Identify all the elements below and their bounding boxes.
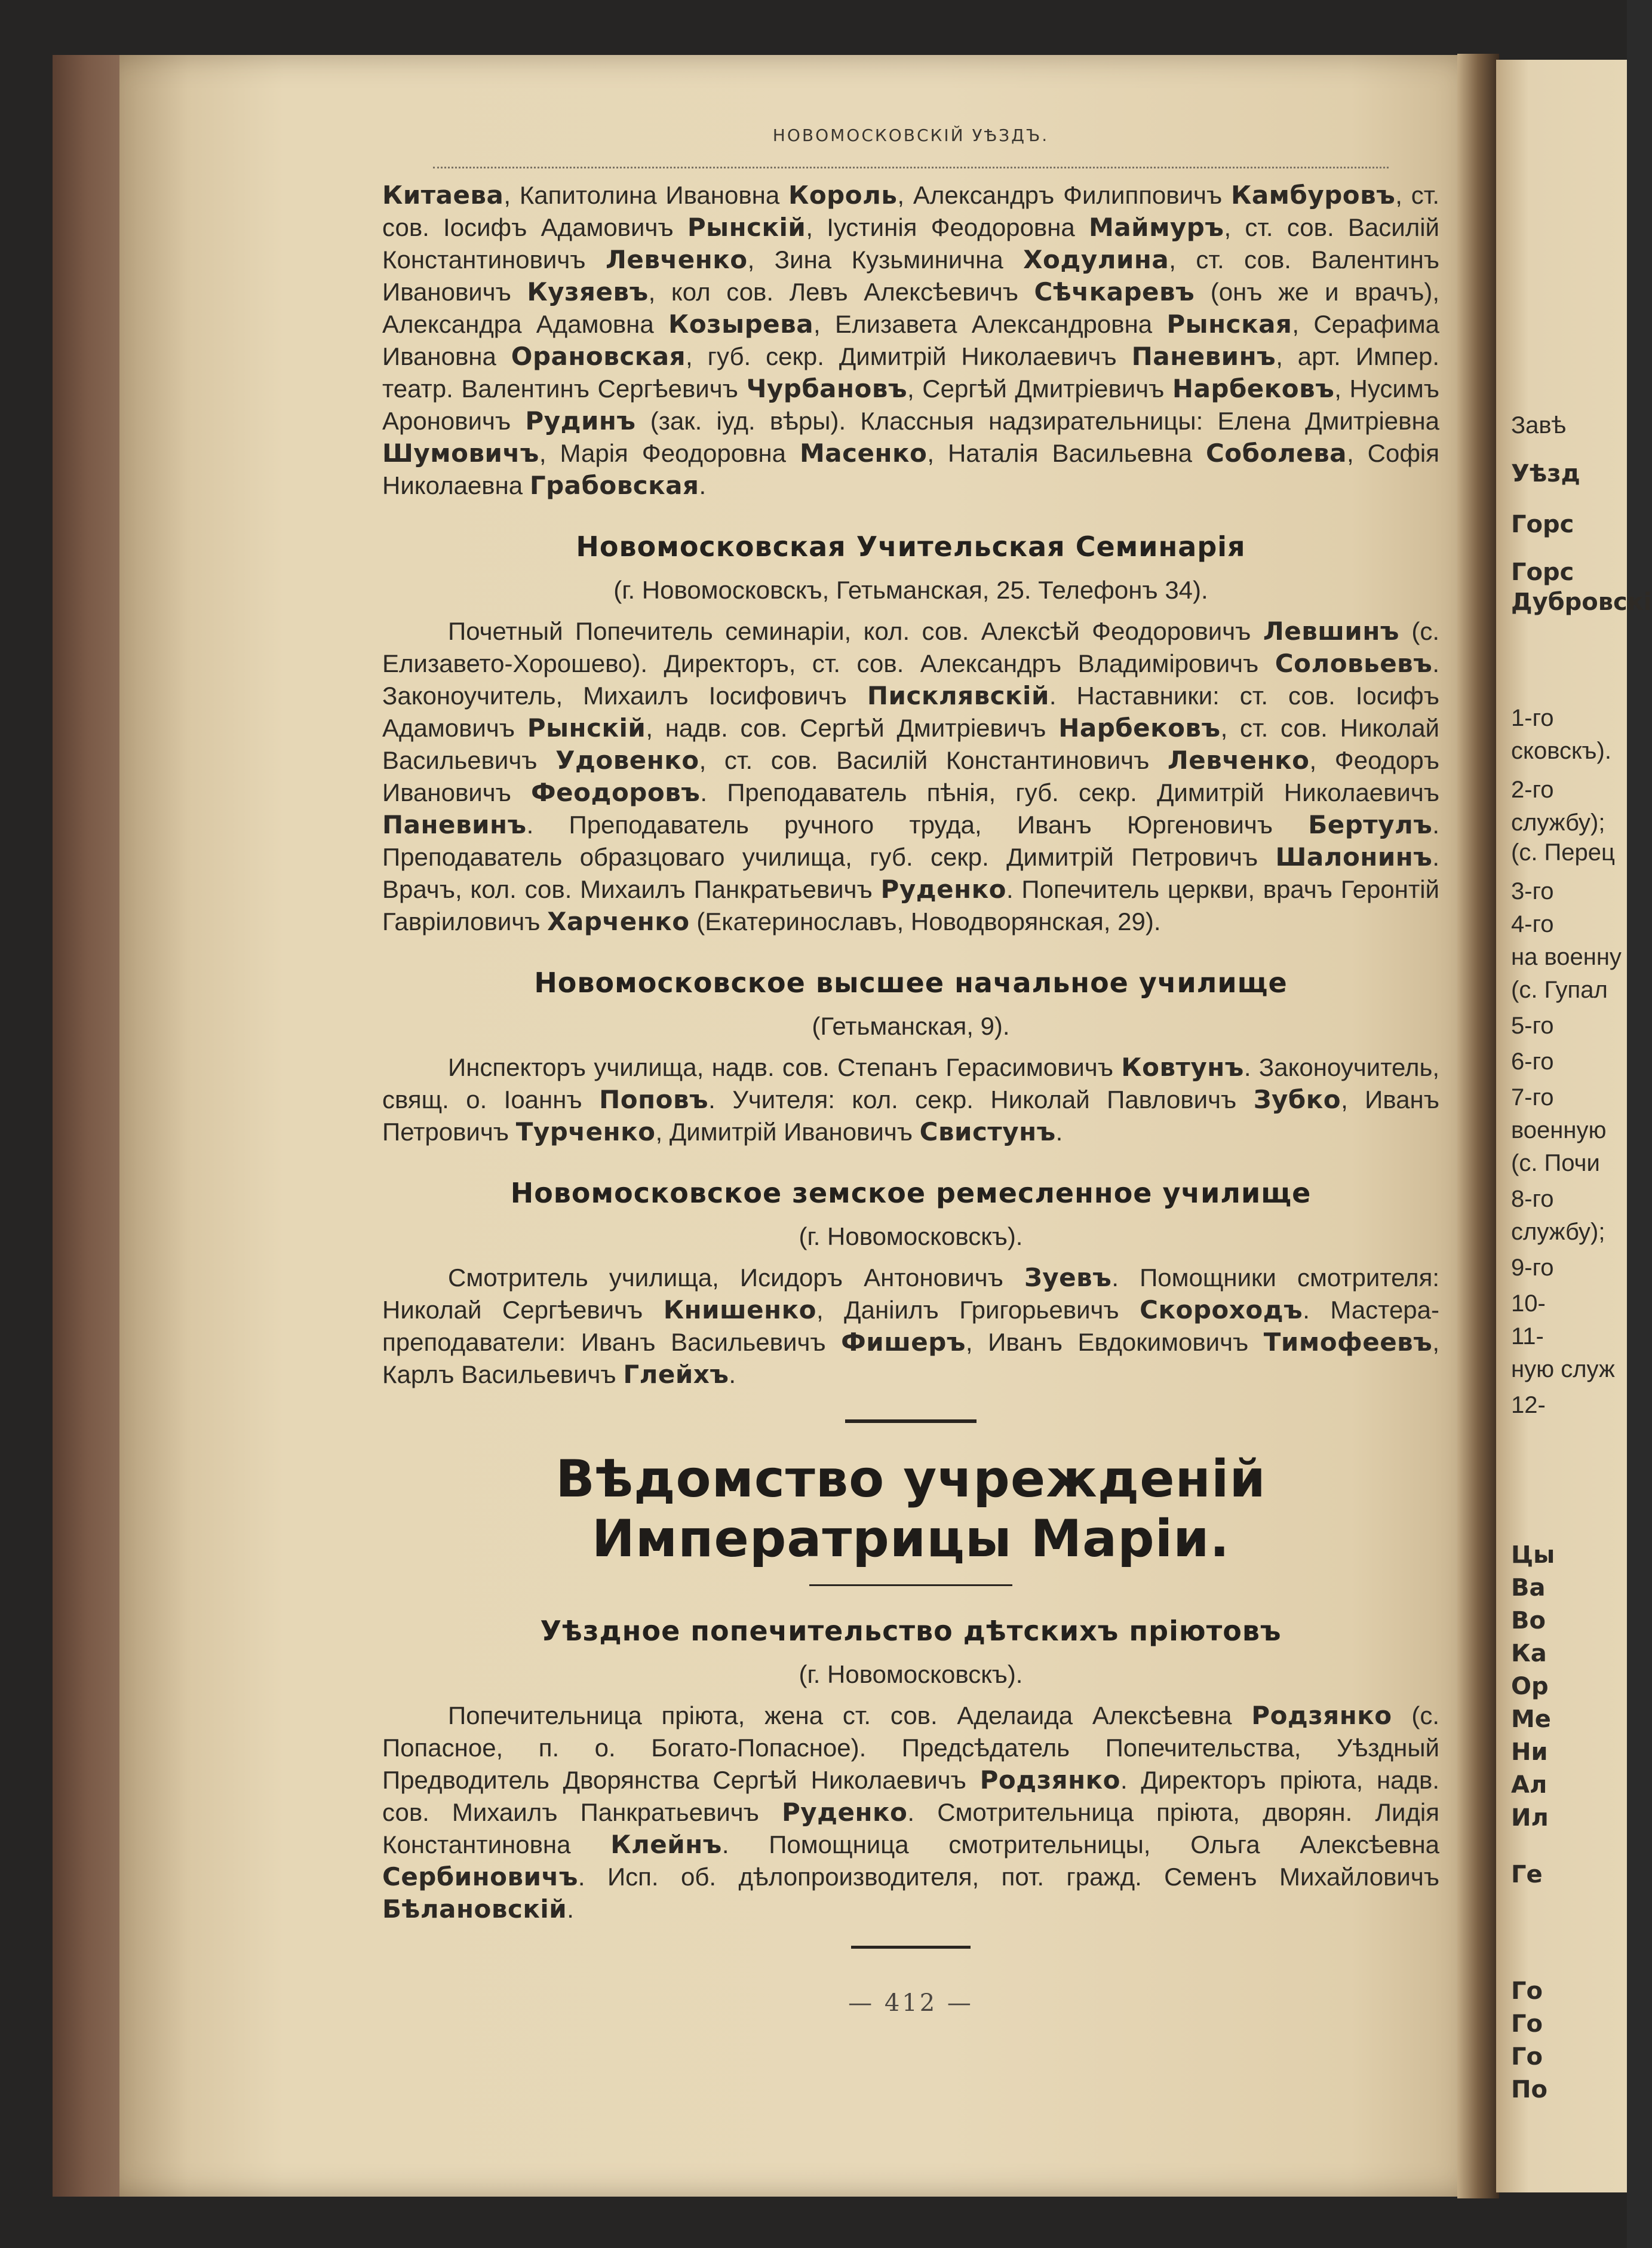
- department-title: Вѣдомство учрежденій Императрицы Маріи.: [555, 1449, 1266, 1569]
- running-head: НОВОМОСКОВСКІЙ УѢЗДЪ.: [772, 125, 1049, 145]
- right-page-fragment: (с. Гупал: [1511, 977, 1608, 1003]
- text-run: Попечительница пріюта, жена ст. сов. Аделаида Алексѣевна: [448, 1701, 1252, 1729]
- page-number: — 412 —: [848, 1989, 974, 2017]
- person-surname: Паневинъ: [382, 810, 527, 839]
- person-surname: Свистунъ: [919, 1117, 1056, 1146]
- person-surname: Нарбековъ: [1058, 713, 1221, 743]
- section-body: [382, 615, 1439, 938]
- person-surname: Родзянко: [1251, 1701, 1392, 1730]
- section-body: [382, 1051, 1439, 1148]
- right-page-fragment: Ор: [1511, 1673, 1549, 1700]
- person-surname: Рынскій: [527, 713, 646, 743]
- text-run: , Марія Феодоровна: [539, 439, 800, 467]
- text-run: , Наталія Васильевна: [927, 439, 1206, 467]
- person-surname: Скороходъ: [1140, 1295, 1303, 1324]
- text-run: , ст. сов. Валентинъ Ивановичъ: [382, 246, 1440, 306]
- right-page-fragment: на военну: [1511, 944, 1622, 970]
- right-page-fragment: военную: [1511, 1117, 1607, 1143]
- text-run: . Помощница смотрительницы, Ольга Алексѣевна: [721, 1830, 1440, 1858]
- text-run: , Серафима Ивановна: [382, 310, 1439, 370]
- person-surname: Ковтунъ: [1121, 1053, 1244, 1082]
- section-body: [382, 1700, 1439, 1925]
- right-page-fragment: Уѣзд: [1511, 460, 1580, 487]
- text-run: , Даніилъ Григорьевичъ: [816, 1296, 1140, 1324]
- text-run: , Сергѣй Дмитріевичъ: [907, 375, 1172, 403]
- text-run: Смотритель училища, Исидоръ Антоновичъ: [448, 1263, 1024, 1292]
- right-page-fragment: Горс: [1511, 511, 1574, 538]
- right-page-fragment: 10-: [1511, 1290, 1546, 1317]
- section-title: Уѣздное попечительство дѣтскихъ пріютовъ: [540, 1615, 1282, 1647]
- person-surname: Родзянко: [979, 1765, 1120, 1795]
- right-page-fragment: Ал: [1511, 1771, 1547, 1799]
- right-page-fragment: Ка: [1511, 1640, 1547, 1667]
- person-surname: Рынскій: [687, 213, 806, 242]
- right-page-fragment: 6-го: [1511, 1048, 1554, 1075]
- right-page-fragment: Завѣ: [1511, 412, 1567, 438]
- person-surname: Зуевъ: [1024, 1263, 1112, 1292]
- person-surname: Бертулъ: [1308, 810, 1433, 839]
- text-run: , арт. Импер. театр. Валентинъ Сергѣевичъ: [382, 342, 1439, 403]
- sections: [382, 530, 1439, 1391]
- right-page-fragment: службу);: [1511, 1219, 1605, 1245]
- text-run: . Наставники: ст. сов. Іосифъ Адамовичъ: [382, 682, 1439, 742]
- intro-paragraph: [382, 179, 1439, 502]
- person-surname: Шалонинъ: [1275, 842, 1433, 872]
- right-page-fragment: 3-го: [1511, 878, 1554, 904]
- right-page-fragment: 4-го: [1511, 911, 1554, 937]
- section-address: (г. Новомосковскъ).: [799, 1222, 1023, 1250]
- person-surname: Левшинъ: [1263, 617, 1399, 646]
- text-run: , ст. сов. Николай Васильевичъ: [382, 714, 1440, 774]
- right-page-fragment: Дубровскі: [1511, 588, 1652, 616]
- person-surname: Поповъ: [599, 1085, 709, 1114]
- text-run: .: [1055, 1118, 1063, 1146]
- right-page-fragment: По: [1511, 2076, 1547, 2103]
- right-page-fragment: (с. Почи: [1511, 1150, 1600, 1176]
- section-address: (г. Новомосковскъ, Гетьманская, 25. Телефонъ 34).: [613, 576, 1208, 604]
- end-divider: [851, 1946, 971, 1949]
- right-page-fragment: 9-го: [1511, 1255, 1554, 1281]
- right-page-fragment: 2-го: [1511, 777, 1554, 803]
- person-surname: Камбуровъ: [1231, 180, 1396, 210]
- text-run: , ст. сов. Василій Константиновичъ: [382, 213, 1439, 274]
- right-page-fragment: (с. Перец: [1511, 839, 1615, 866]
- text-run: , губ. секр. Димитрій Николаевичъ: [686, 342, 1132, 370]
- person-surname: Соболева: [1205, 438, 1347, 468]
- person-surname: Руденко: [781, 1798, 908, 1827]
- right-page-fragment: службу);: [1511, 809, 1605, 836]
- right-page-fragment: 8-го: [1511, 1186, 1554, 1212]
- right-page-fragment: Ме: [1511, 1706, 1551, 1733]
- text-run: . Учителя: кол. секр. Николай Павловичъ: [708, 1085, 1254, 1114]
- person-surname: Книшенко: [663, 1295, 817, 1324]
- section-title: Новомосковская Учительская Семинарія: [576, 530, 1246, 563]
- person-surname: Писклявскій: [867, 681, 1049, 710]
- section-body: [382, 1262, 1439, 1391]
- text-run: . Преподаватель пѣнія, губ. секр. Димитрій Николаевичъ: [700, 778, 1439, 806]
- text-run: , Зина Кузьминична: [747, 246, 1024, 274]
- person-surname: Тимофеевъ: [1263, 1327, 1433, 1357]
- text-run: Инспекторъ училища, надв. сов. Степанъ Герасимовичъ: [448, 1053, 1122, 1081]
- text-run: , Елизавета Александровна: [813, 310, 1167, 338]
- person-surname: Масенко: [799, 438, 928, 468]
- right-page-fragment: Ил: [1511, 1804, 1549, 1832]
- person-surname: Орановская: [511, 342, 686, 371]
- person-surname: Турченко: [515, 1117, 656, 1146]
- person-surname: Грабовская: [529, 471, 699, 500]
- text-run: . Преподаватель ручного труда, Иванъ Юргеновичъ: [526, 811, 1309, 839]
- right-page-fragment: Горс: [1511, 559, 1574, 586]
- section-address: (Гетьманская, 9).: [812, 1012, 1010, 1040]
- person-surname: Сѣчкаревъ: [1034, 277, 1195, 306]
- text-run: . Законоучитель, свящ. о. Іоаннъ: [382, 1053, 1439, 1114]
- right-page-fragment: сковскъ).: [1511, 738, 1611, 764]
- person-surname: Руденко: [880, 875, 1006, 904]
- person-surname: Ходулина: [1023, 245, 1169, 274]
- text-run: (с. Елизавето-Хорошево). Директоръ, ст. сов. Александръ Владиміровичъ: [382, 617, 1440, 677]
- person-surname: Король: [788, 180, 898, 210]
- person-surname: Бѣлановскій: [382, 1894, 567, 1924]
- gutter: [1457, 54, 1499, 2198]
- text-run: (зак. іуд. вѣры). Классныя надзирательницы: Елена Дмитріевна: [635, 407, 1440, 435]
- section-address: (г. Новомосковскъ).: [799, 1660, 1023, 1688]
- text-run: . Исп. об. дѣлопроизводителя, пот. гражд. Семенъ Михайловичъ: [578, 1863, 1439, 1891]
- person-surname: Паневинъ: [1131, 342, 1276, 371]
- person-surname: Фишеръ: [841, 1327, 966, 1357]
- right-page-fragment: ную служ: [1511, 1356, 1615, 1382]
- right-page-fragment: 12-: [1511, 1392, 1546, 1418]
- text-run: , Феодоръ Ивановичъ: [382, 746, 1439, 806]
- person-surname: Рынская: [1166, 309, 1292, 339]
- right-page-fragment: 5-го: [1511, 1013, 1554, 1039]
- text-run: (онъ же и врачъ), Александра Адамовна: [382, 278, 1440, 338]
- text-run: , Александръ Филипповичъ: [897, 181, 1231, 209]
- person-surname: Клейнъ: [610, 1830, 722, 1859]
- text-run: , кол сов. Левъ Алексѣевичъ: [648, 278, 1034, 306]
- page-content: [382, 125, 1439, 2017]
- text-run: .: [729, 1360, 736, 1388]
- text-run: .: [699, 471, 707, 499]
- person-surname: Козырева: [668, 309, 814, 339]
- text-run: , ст. сов. Іосифъ Адамовичъ: [382, 181, 1439, 241]
- section-title: Новомосковское земское ремесленное училище: [510, 1177, 1312, 1209]
- right-page-fragment: 1-го: [1511, 705, 1554, 731]
- person-surname: Соловьевъ: [1275, 649, 1433, 678]
- text-run: , Софія Николаевна: [382, 439, 1439, 499]
- person-surname: Нарбековъ: [1172, 374, 1335, 403]
- right-page-fragment: Цы: [1511, 1541, 1555, 1569]
- right-page-fragment: Ва: [1511, 1574, 1546, 1602]
- text-run: . Попечитель церкви, врачъ Геронтій Гавріиловичъ: [382, 875, 1439, 936]
- right-page-fragment: 7-го: [1511, 1084, 1554, 1111]
- person-surname: Рудинъ: [525, 406, 636, 436]
- text-run: .: [567, 1895, 574, 1923]
- right-page-fragment: 11-: [1511, 1323, 1544, 1350]
- person-surname: Шумовичъ: [382, 438, 539, 468]
- person-surname: Сербиновичъ: [382, 1862, 578, 1891]
- text-run: . Врачъ, кол. сов. Михаилъ Панкратьевичъ: [382, 843, 1439, 903]
- text-run: , Нусимъ Ароновичъ: [382, 375, 1439, 435]
- person-surname: Феодоровъ: [531, 778, 701, 807]
- right-page-fragment: Во: [1511, 1607, 1546, 1634]
- text-run: Почетный Попечитель семинаріи, кол. сов. Алексѣй Феодоровичъ: [448, 617, 1263, 645]
- text-run: , надв. сов. Сергѣй Дмитріевичъ: [646, 714, 1059, 742]
- section-title: Новомосковское высшее начальное училище: [534, 967, 1288, 999]
- right-page-fragment: Го: [1511, 2043, 1543, 2071]
- text-run: . Помощники смотрителя: Николай Сергѣевичъ: [382, 1263, 1439, 1324]
- text-run: . Законоучитель, Михаилъ Іосифовичъ: [382, 649, 1439, 710]
- text-run: , Иванъ Петровичъ: [382, 1085, 1440, 1146]
- text-run: , ст. сов. Василій Константиновичъ: [699, 746, 1168, 774]
- person-surname: Харченко: [547, 907, 690, 936]
- person-surname: Зубко: [1253, 1085, 1341, 1114]
- header-divider: [433, 167, 1389, 168]
- text-run: . Смотрительница пріюта, дворян. Лидія Константиновна: [382, 1798, 1439, 1858]
- section-divider: [845, 1419, 977, 1423]
- text-run: . Мастера-преподаватели: Иванъ Васильевичъ: [382, 1296, 1440, 1356]
- title-underline: [809, 1584, 1012, 1586]
- person-surname: Глейхъ: [623, 1360, 729, 1389]
- person-surname: Китаева: [382, 180, 504, 210]
- person-surname: Маймуръ: [1089, 213, 1224, 242]
- text-run: . Преподаватель образцоваго училища, губ. секр. Димитрій Петровичъ: [382, 811, 1439, 871]
- person-surname: Левченко: [1167, 746, 1310, 775]
- right-page-fragment: Го: [1511, 2010, 1543, 2038]
- text-run: , Иванъ Евдокимовичъ: [965, 1328, 1264, 1356]
- text-run: (с. Попасное, п. о. Богато-Попасное). Предсѣдатель Попечительства, Уѣздный Предводитель Дворянства Сергѣй Николаевичъ: [382, 1701, 1439, 1794]
- text-run: . Директоръ пріюта, надв. сов. Михаилъ Панкратьевичъ: [382, 1766, 1439, 1826]
- text-run: , Димитрій Ивановичъ: [655, 1118, 920, 1146]
- person-surname: Удовенко: [555, 746, 699, 775]
- right-page-fragment: Го: [1511, 1977, 1543, 2005]
- person-surname: Кузяевъ: [527, 277, 649, 306]
- book-edge: [53, 55, 130, 2197]
- right-page-fragment: Ге: [1511, 1861, 1543, 1888]
- text-run: , Карлъ Васильевичъ: [382, 1328, 1439, 1388]
- right-page-fragment: Ни: [1511, 1738, 1548, 1766]
- text-run: , Капитолина Ивановна: [503, 181, 788, 209]
- text-run: (Екатеринославъ, Новодворянская, 29).: [689, 907, 1161, 936]
- person-surname: Чурбановъ: [746, 374, 908, 403]
- person-surname: Левченко: [605, 245, 748, 274]
- text-run: , Іустинія Феодоровна: [806, 213, 1089, 241]
